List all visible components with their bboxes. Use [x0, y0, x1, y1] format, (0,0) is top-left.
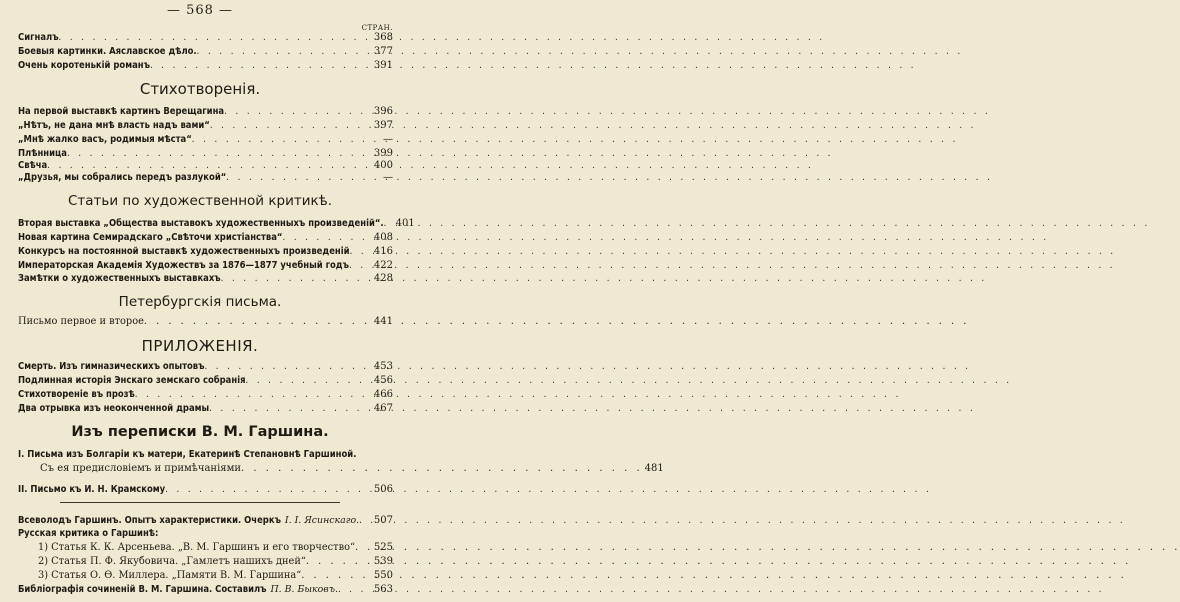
toc-entry: [18, 584, 393, 596]
entry-page: 408: [373, 232, 393, 243]
toc-entry: [18, 60, 393, 72]
section-heading: Изъ переписки В. М. Гаршина.: [71, 424, 329, 440]
entry-title: Стихотвореніе въ прозѣ: [18, 389, 135, 400]
entry-page: 525: [373, 542, 393, 553]
entry-title: I. Письма изъ Болгаріи къ матери, Екатеринѣ Степановнѣ Гаршиной.: [18, 449, 357, 460]
toc-entry-continuation: [40, 463, 664, 475]
entry-page: 397: [373, 120, 393, 131]
entry-title: Два отрывка изъ неоконченной драмы: [18, 403, 210, 414]
toc-entry: [18, 273, 393, 285]
leader-dots: [301, 570, 372, 582]
toc-entry: [18, 375, 393, 387]
entry-page: 377: [373, 46, 393, 57]
entry-title: II. Письмо къ И. Н. Крамскому: [18, 484, 166, 495]
entry-page: 481: [644, 463, 664, 474]
leader-dots: [144, 316, 372, 328]
entry-title: 1) Статья К. К. Арсеньева. „В. М. Гаршинъ и его творчество“: [38, 542, 355, 553]
entry-page: 466: [373, 389, 393, 400]
entry-page: 399: [373, 148, 393, 159]
entry-page: 396: [373, 106, 393, 117]
leader-dots: [210, 120, 372, 132]
entry-title: Сигналъ: [18, 32, 59, 43]
toc-entry: [18, 389, 393, 401]
entry-author: І. І. Ясинскаго.: [284, 515, 360, 526]
entry-title: Императорская Академія Художествъ за 1876—1877 учебный годъ: [18, 260, 349, 271]
leader-dots: [359, 515, 372, 527]
entry-page: 401: [395, 218, 415, 229]
page-number: — 568 —: [166, 3, 234, 18]
leader-dots: [67, 148, 372, 160]
entry-title: Подлинная исторія Энскаго земскаго собранія: [18, 375, 246, 386]
subsection-heading: [18, 528, 393, 540]
entry-page: 563: [373, 584, 393, 595]
entry-title: Письмо первое и второе: [18, 316, 144, 327]
section-heading: Стихотворенія.: [139, 80, 261, 98]
toc-entry: [18, 106, 393, 118]
leader-dots: [135, 389, 372, 401]
leader-dots: [282, 232, 371, 244]
toc-entry: [18, 246, 393, 258]
toc-entry: [18, 160, 393, 172]
entry-subtitle: Съ ея предисловіемъ и примѣчаніями: [40, 463, 242, 474]
entry-page: 391: [373, 60, 393, 71]
leader-dots: [59, 32, 372, 44]
toc-entry: [18, 484, 393, 496]
entry-title: 3) Статья О. Ѳ. Миллера. „Памяти В. М. Гаршина“: [38, 570, 302, 581]
entry-page: —: [383, 134, 393, 145]
toc-entry: [18, 32, 393, 44]
toc-entry: [38, 570, 393, 582]
entry-page: 441: [373, 316, 393, 327]
entry-title: „Нѣтъ, не дана мнѣ власть надъ вами“: [18, 120, 210, 131]
toc-entry: [18, 218, 415, 230]
entry-page: 506: [373, 484, 393, 495]
leader-dots: . . . . . . . . . . . . . . . . . . . . . . . . . . . . . . . . .: [241, 463, 643, 474]
toc-entry: [18, 260, 393, 272]
toc-entry: [18, 46, 393, 58]
leader-dots: [226, 172, 373, 184]
entry-page: 428: [373, 273, 393, 284]
leader-dots: [224, 106, 372, 118]
toc-entry: [18, 148, 393, 160]
leader-dots: [197, 46, 372, 58]
leader-dots: [204, 361, 371, 373]
entry-title: Свѣча: [18, 160, 48, 171]
leader-dots: [338, 584, 372, 596]
leader-dots: [221, 273, 372, 285]
section-heading: Статьи по художественной критикѣ.: [67, 193, 333, 209]
leader-dots: [165, 484, 372, 496]
section-heading: ПРИЛОЖЕНІЯ.: [141, 337, 259, 355]
leader-dots: [306, 556, 372, 568]
toc-entry: [18, 120, 393, 132]
leader-dots: [47, 160, 372, 172]
entry-page: 453: [373, 361, 393, 372]
page-column-label: СТРАН.: [361, 24, 393, 32]
entry-page: 550: [373, 570, 393, 581]
entry-title: „Мнѣ жалко васъ, родимыя мѣста“: [18, 134, 192, 145]
entry-page: 507: [373, 515, 393, 526]
entry-title: Конкурсъ на постоянной выставкѣ художественныхъ произведеній: [18, 246, 350, 257]
leader-dots: [355, 542, 372, 554]
section-heading: Петербургскія письма.: [118, 294, 282, 310]
leader-dots: [384, 218, 394, 230]
entry-title: Замѣтки о художественныхъ выставкахъ: [18, 273, 221, 284]
entry-title: 2) Статья П. Ф. Якубовича. „Гамлетъ нашихъ дней“: [38, 556, 306, 567]
leader-dots: [192, 134, 373, 146]
entry-title: „Друзья, мы собрались передъ разлукой“: [18, 172, 227, 183]
toc-entry: [18, 232, 393, 244]
entry-page: 467: [373, 403, 393, 414]
toc-entry: [18, 515, 393, 527]
entry-title: На первой выставкѣ картинъ Верещагина: [18, 106, 225, 117]
toc-entry: [18, 449, 393, 461]
entry-title: Плѣнница: [18, 148, 67, 159]
leader-dots: [349, 260, 372, 272]
leader-dots: [209, 403, 372, 415]
toc-entry: [38, 542, 393, 554]
entry-title: Боевыя картинки. Аяславское дѣло.: [18, 46, 197, 57]
entry-page: 422: [373, 260, 393, 271]
leader-dots: [350, 246, 372, 258]
entry-page: 539: [373, 556, 393, 567]
entry-title: Всеволодъ Гаршинъ. Опытъ характеристики. Очеркъ: [18, 515, 281, 526]
leader-dots: [246, 375, 372, 387]
divider: [60, 502, 340, 503]
leader-dots: [150, 60, 372, 72]
entry-page: —: [383, 172, 393, 183]
entry-title: Новая картина Семирадскаго „Свѣточи христіанства“: [18, 232, 283, 243]
criticism-heading: Русская критика о Гаршинѣ:: [18, 528, 159, 539]
entry-title: Библіографія сочиненій В. М. Гаршина. Составилъ: [18, 584, 267, 595]
toc-entry: [18, 403, 393, 415]
entry-page: 368: [373, 32, 393, 43]
entry-page: 400: [373, 160, 393, 171]
toc-entry: [18, 316, 393, 328]
entry-page: 416: [373, 246, 393, 257]
toc-entry: [18, 172, 393, 184]
toc-entry: [38, 556, 393, 568]
toc-entry: [18, 361, 393, 373]
entry-author: П. В. Быковъ.: [270, 584, 338, 595]
toc-entry: [18, 134, 393, 146]
entry-page: 456: [373, 375, 393, 386]
entry-title: Смерть. Изъ гимназическихъ опытовъ: [18, 361, 205, 372]
entry-title: Вторая выставка „Общества выставокъ художественныхъ произведеній“.: [18, 218, 384, 229]
entry-title: Очень коротенькій романъ: [18, 60, 150, 71]
